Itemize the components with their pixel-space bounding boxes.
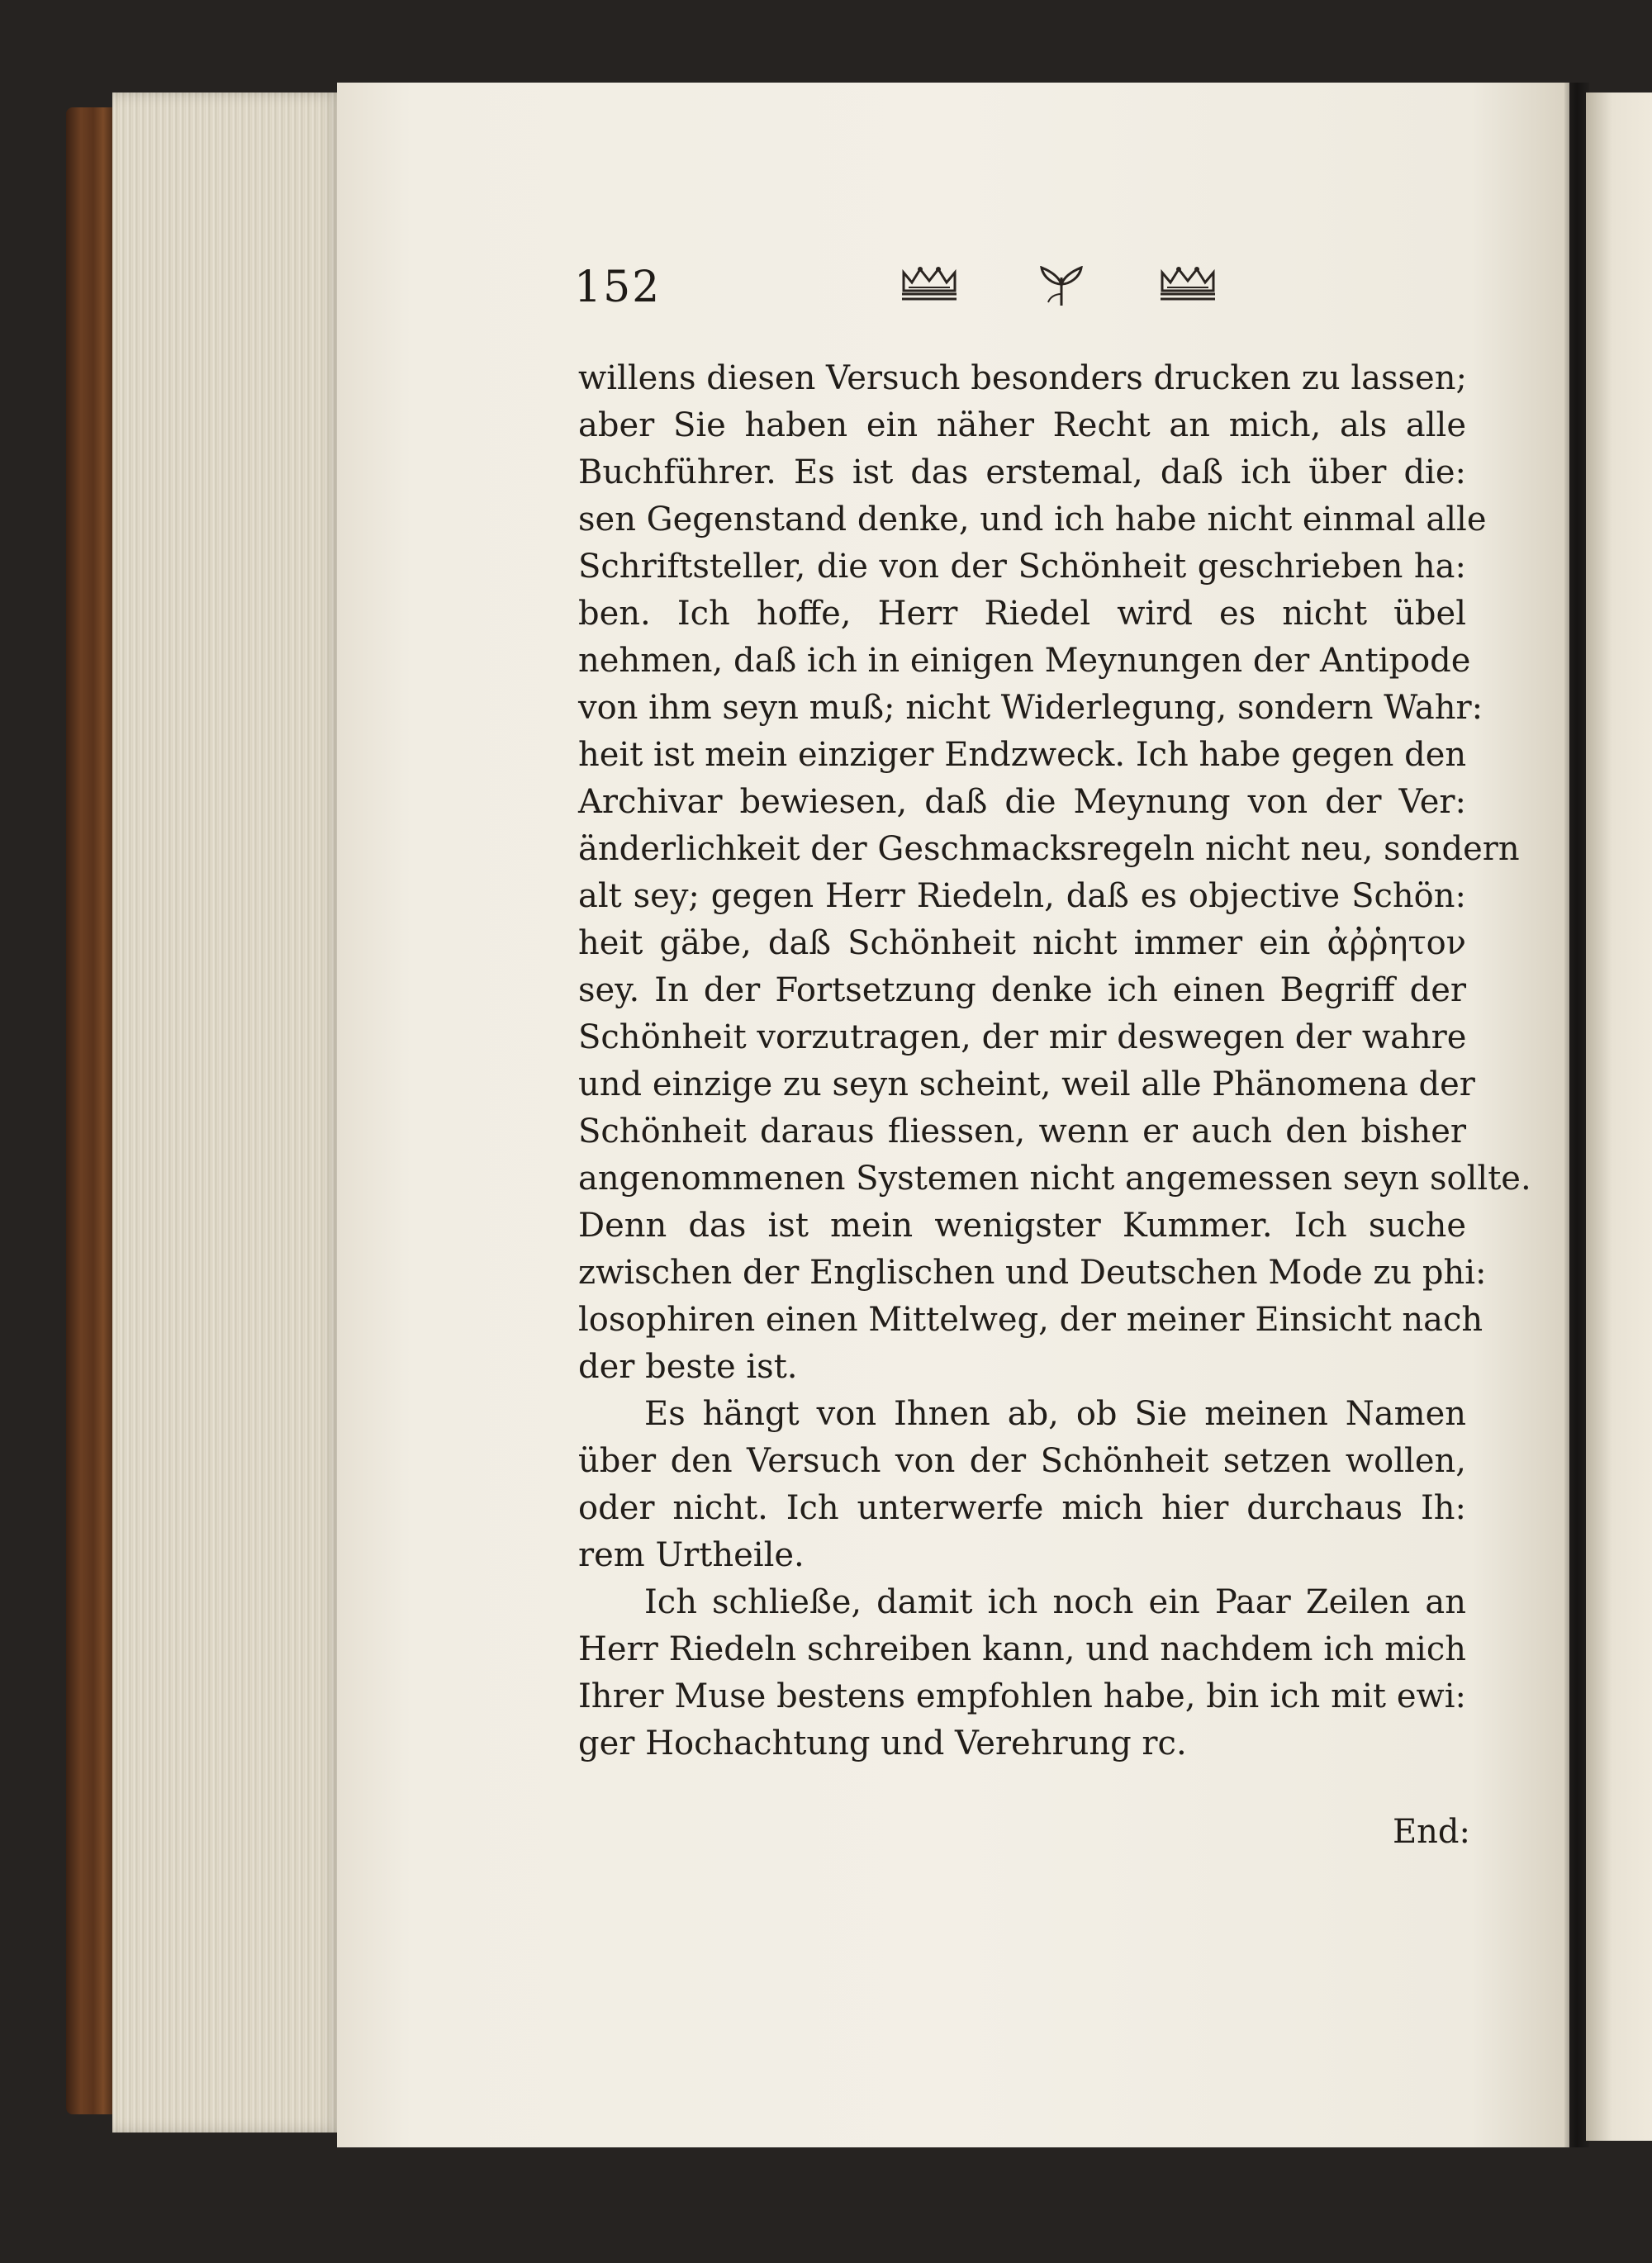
text-line: sey. In der Fortsetzung denke ich einen Begriff der bbox=[578, 971, 1466, 1009]
page-edges bbox=[112, 93, 344, 2133]
crown-ornament-icon bbox=[900, 266, 958, 302]
text-line: angenommenen Systemen nicht angemessen seyn sollte. bbox=[578, 1160, 1531, 1198]
text-line: aber Sie haben ein näher Recht an mich, als alle bbox=[578, 406, 1466, 444]
text-line: oder nicht. Ich unterwerfe mich hier durchaus Ih: bbox=[578, 1489, 1466, 1527]
text-line: Ich schließe, damit ich noch ein Paar Zeilen an bbox=[644, 1583, 1466, 1621]
page-header bbox=[574, 263, 1466, 329]
text-line: zwischen der Englischen und Deutschen Mode zu phi: bbox=[578, 1254, 1487, 1292]
text-line: heit gäbe, daß Schönheit nicht immer ein ἀῤῥητον bbox=[578, 924, 1466, 962]
text-line: alt sey; gegen Herr Riedeln, daß es objective Schön: bbox=[578, 877, 1466, 915]
crown-ornament-icon bbox=[1159, 266, 1217, 302]
next-page-edge bbox=[1586, 93, 1652, 2141]
text-line: der beste ist. bbox=[578, 1348, 798, 1386]
text-line: Schriftsteller, die von der Schönheit geschrieben ha: bbox=[578, 548, 1466, 586]
text-line: heit ist mein einziger Endzweck. Ich habe gegen den bbox=[578, 736, 1467, 774]
page-number: 152 bbox=[574, 263, 662, 312]
flower-ornament-icon bbox=[1037, 266, 1086, 307]
text-line: von ihm seyn muß; nicht Widerlegung, sondern Wahr: bbox=[578, 689, 1483, 727]
text-line: ger Hochachtung und Verehrung rc. bbox=[578, 1725, 1187, 1762]
text-line: Buchführer. Es ist das erstemal, daß ich über die: bbox=[578, 453, 1466, 491]
text-line: über den Versuch von der Schönheit setzen wollen, bbox=[578, 1442, 1466, 1480]
text-line: änderlichkeit der Geschmacksregeln nicht neu, sondern bbox=[578, 830, 1520, 868]
text-line: Herr Riedeln schreiben kann, und nachdem ich mich bbox=[578, 1630, 1466, 1668]
text-line: Denn das ist mein wenigster Kummer. Ich suche bbox=[578, 1207, 1466, 1245]
text-line: nehmen, daß ich in einigen Meynungen der Antipode bbox=[578, 642, 1471, 680]
book-cover-spine bbox=[66, 107, 116, 2114]
text-line: ben. Ich hoffe, Herr Riedel wird es nicht übel bbox=[578, 595, 1466, 633]
text-line: und einzige zu seyn scheint, weil alle Phänomena der bbox=[578, 1065, 1475, 1103]
text-line: Schönheit daraus fliessen, wenn er auch den bisher bbox=[578, 1113, 1466, 1150]
text-line: losophiren einen Mittelweg, der meiner Einsicht nach bbox=[578, 1301, 1483, 1339]
text-line: willens diesen Versuch besonders drucken zu lassen; bbox=[578, 359, 1467, 397]
text-line: Schönheit vorzutragen, der mir deswegen der wahre bbox=[578, 1018, 1467, 1056]
text-line: sen Gegenstand denke, und ich habe nicht einmal alle bbox=[578, 501, 1487, 538]
text-line: Ihrer Muse bestens empfohlen habe, bin ich mit ewi: bbox=[578, 1677, 1466, 1715]
text-line: rem Urtheile. bbox=[578, 1536, 805, 1574]
catchword: End: bbox=[1392, 1813, 1470, 1851]
text-line: Archivar bewiesen, daß die Meynung von der Ver: bbox=[578, 783, 1466, 821]
text-line: Es hängt von Ihnen ab, ob Sie meinen Namen bbox=[644, 1395, 1466, 1433]
